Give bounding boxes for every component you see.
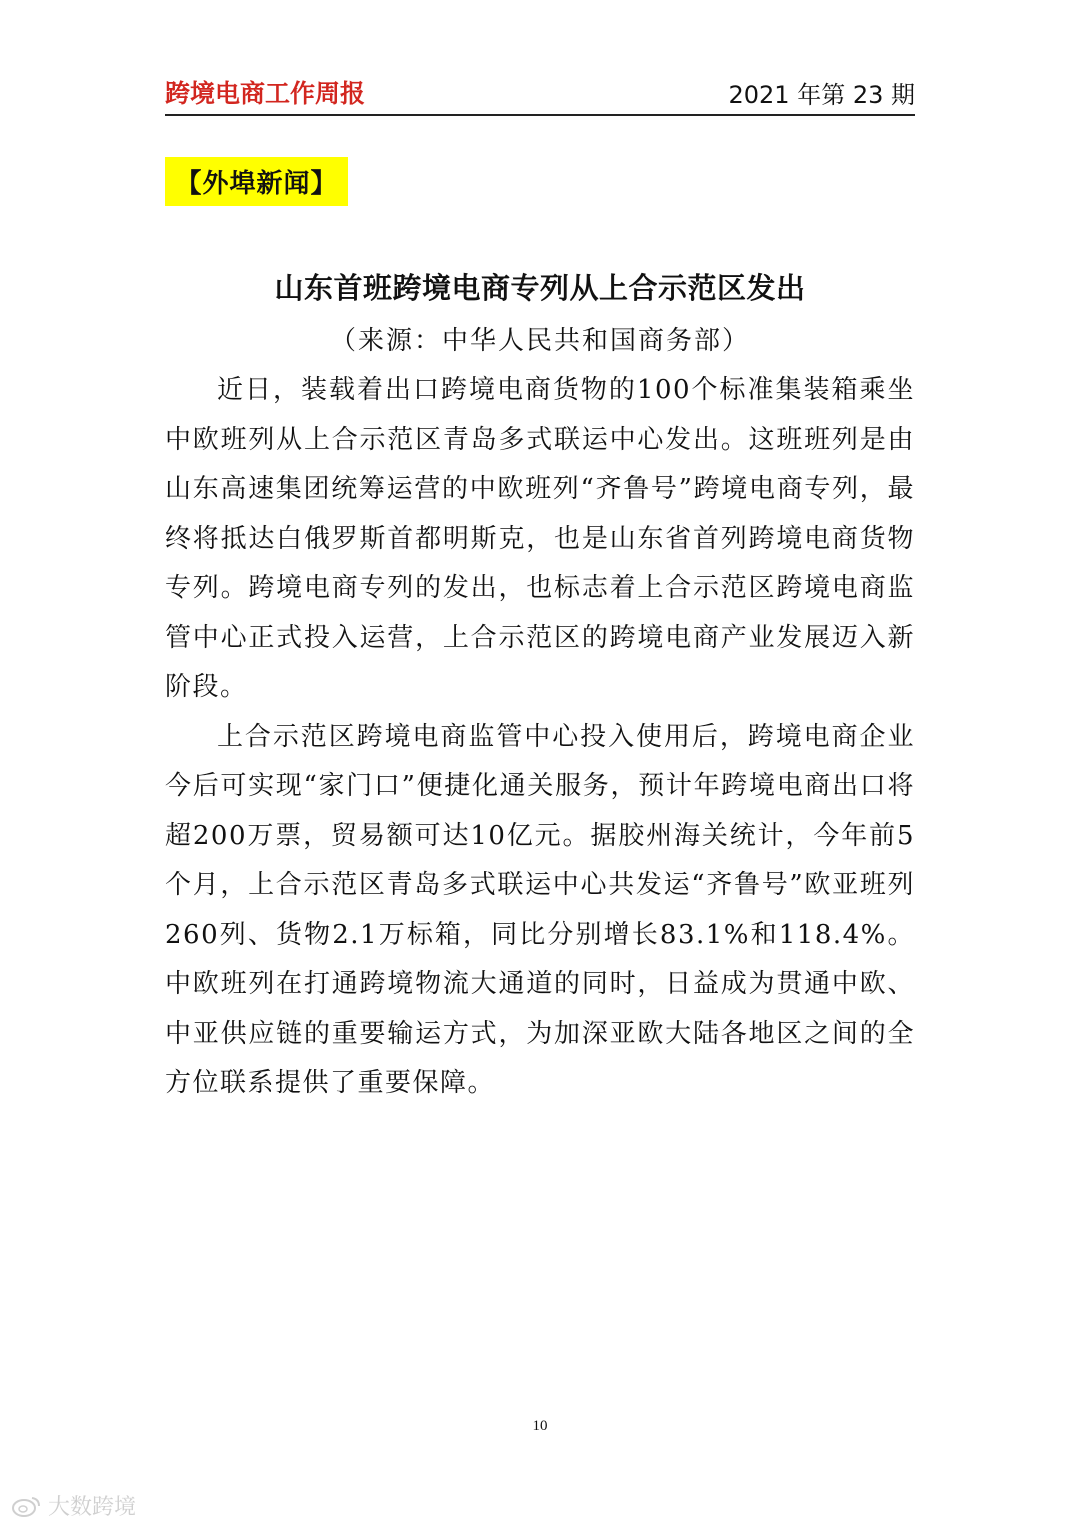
article-title: 山东首班跨境电商专列从上合示范区发出 [274,271,806,305]
watermark-text: 大数跨境 [48,1495,137,1520]
issue-number: 2021 年第 23 期 [728,81,915,109]
article-paragraph: 上合示范区跨境电商监管中心投入使用后，跨境电商企业今后可实现“家门口”便捷化通关服务，预计年跨境电商出口将超200万票，贸易额可达10亿元。据胶州海关统计，今年前5个月，上合示范区青岛多式联运中心共发运“齐鲁号”欧亚班列260列、货物2.1万标箱，同比分别增长83.1%和118.4%。中欧班列在打通跨境物流大通道的同时，日益成为贯通中欧、中亚供应链的重要输运方式，为加深亚欧大陆各地区之间的全方位联系提供了重要保障。 [165,721,915,1098]
weibo-logo-icon [12,1495,42,1517]
article-paragraph: 近日，装载着出口跨境电商货物的100个标准集装箱乘坐中欧班列从上合示范区青岛多式联运中心发出。这班班列是由山东高速集团统筹运营的中欧班列“齐鲁号”跨境电商专列，最终将抵达白俄罗斯首都明斯克，也是山东省首列跨境电商货物专列。跨境电商专列的发出，也标志着上合示范区跨境电商监管中心正式投入运营，上合示范区的跨境电商产业发展迈入新阶段。 [165,375,915,702]
article-source: （来源：中华人民共和国商务部） [329,326,750,356]
page-number: 10 [532,1418,548,1434]
section-tag: 【外埠新闻】 [165,157,348,206]
watermark [12,1490,136,1521]
publication-name: 跨境电商工作周报 [165,79,366,108]
page-header [165,78,915,116]
article-body [165,366,915,1109]
